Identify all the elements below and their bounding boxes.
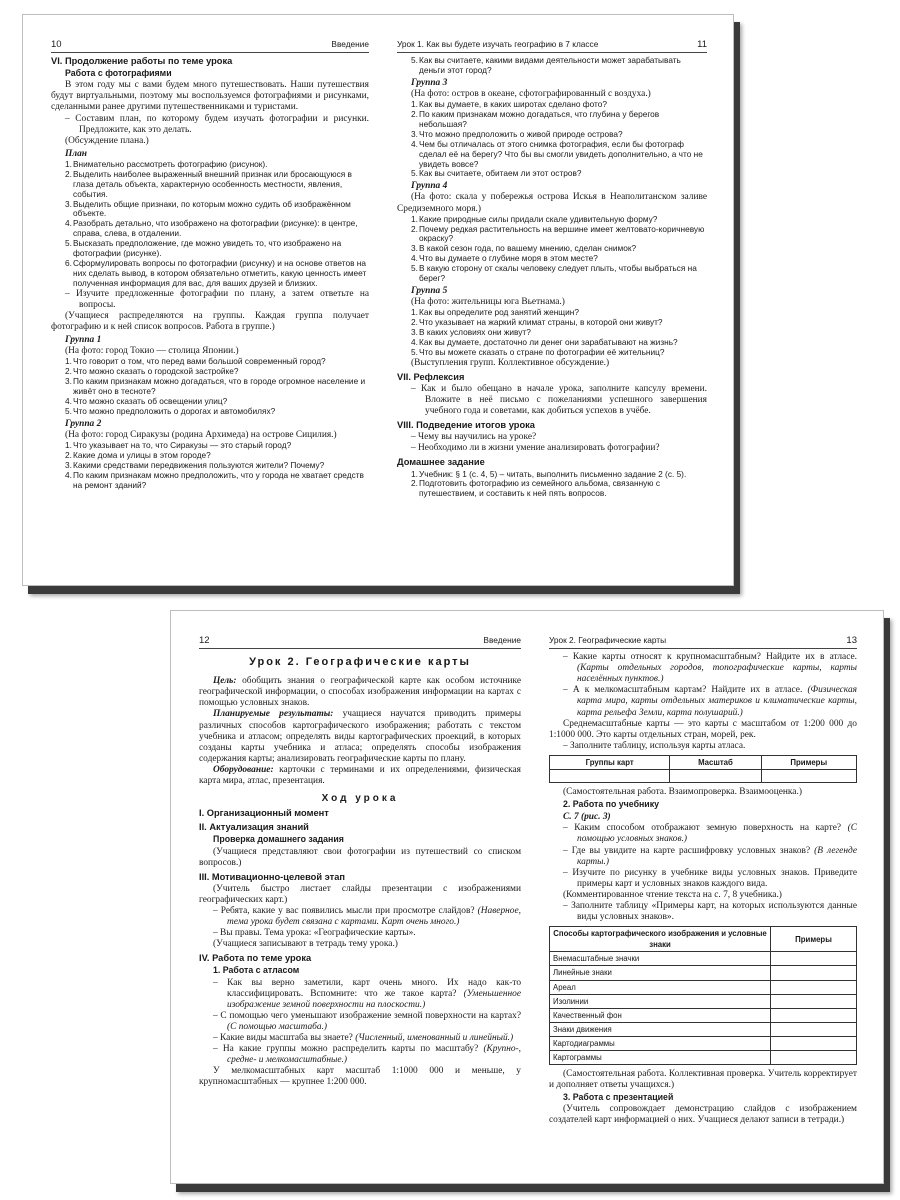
question-text: А к мелкомасштабным картам? Найдите их в атласе. <box>572 685 803 696</box>
table-cell <box>670 770 761 783</box>
list-item: 5. Высказать предположение, где можно увидеть то, что изображено на фотографии (рисунке). <box>51 239 369 259</box>
section-heading: VIII. Подведение итогов урока <box>397 420 535 431</box>
paragraph: (Учащиеся распределяются на группы. Каждая группа получает фотографию и к ней список вопросов. Работа в группе.) <box>51 310 369 332</box>
table-header: Способы картографического изображения и условные знаки <box>550 927 771 952</box>
page-header <box>51 39 369 53</box>
results-text: учащиеся научатся приводить примеры различных способов картографического изображения; работать с текстом учебника и атласом; определять виды картографических проекций, в которых созданы карты учебника и атласа; определять способы изображения содержания карты; анализировать географические карты по плану. <box>199 709 522 764</box>
table-cell <box>771 1051 857 1065</box>
table-row <box>550 980 857 994</box>
list-item: 4. Что вы думаете о глубине моря в этом месте? <box>397 254 707 264</box>
page-number: 10 <box>51 39 62 50</box>
course-title: Ход урока <box>321 793 399 805</box>
paragraph: (Самостоятельная работа. Взаимопроверка. Взаимооценка.) <box>563 787 802 798</box>
subsection-heading: 1. Работа с атласом <box>213 965 300 976</box>
running-head: Урок 1. Как вы будете изучать географию в 7 классе <box>397 39 599 49</box>
table-cell <box>771 1008 857 1022</box>
goal-label: Цель: <box>213 676 237 687</box>
dialogue-line <box>199 978 521 1011</box>
table-cell: Ареал <box>550 980 771 994</box>
table-cell <box>550 770 670 783</box>
list-item: 1. Какие природные силы придали скале удивительную форму? <box>397 215 707 225</box>
running-head: Урок 2. Географические карты <box>549 635 667 645</box>
answer-text: (Уменьшенное изображение земной поверхности на плоскости.) <box>227 988 521 1010</box>
dialogue-line: – Заполните таблицу, используя карты атласа. <box>549 741 857 752</box>
dialogue-line <box>549 846 857 868</box>
question-text: Какие виды масштаба вы знаете? <box>220 1033 353 1043</box>
dialogue-line: – Изучите предложенные фотографии по плану, а затем ответьте на вопросы. <box>51 289 369 311</box>
dialogue-line: – Изучите по рисунку в учебнике виды условных знаков. Приведите примеры карт и условных знаков каждого вида. <box>549 868 857 890</box>
section-heading: IV. Работа по теме урока <box>199 953 312 964</box>
list-item: 5. Как вы считаете, какими видами деятельности может зарабатывать деньги этот город? <box>397 56 707 76</box>
lesson-title: Урок 2. Географические карты <box>249 656 471 669</box>
page-13 <box>549 635 857 1183</box>
table-cell <box>771 994 857 1008</box>
question-list <box>397 308 707 358</box>
page-number: 12 <box>199 635 210 646</box>
table-row <box>550 1008 857 1022</box>
table-cell: Картодиаграммы <box>550 1036 771 1050</box>
paragraph: (Учащиеся представляют свои фотографии из путешествий со списком вопросов.) <box>199 846 521 868</box>
dialogue-line <box>199 1033 521 1044</box>
table-header: Масштаб <box>670 755 761 769</box>
table-cell <box>771 980 857 994</box>
table-cell: Качественный фон <box>550 1008 771 1022</box>
dialogue-line: – Составим план, по которому будем изучать фотографии и рисунки. Предложите, как это делать. <box>51 114 369 136</box>
book-spread-pages-12-13 <box>170 610 884 1184</box>
subsection-heading: 3. Работа с презентацией <box>563 1092 674 1103</box>
goal-paragraph <box>199 676 521 709</box>
table-cell <box>771 1022 857 1036</box>
list-item: 1. Как вы думаете, в каких широтах сделано фото? <box>397 100 707 110</box>
answer-text: (Карты отдельных городов, топографические карты, карты населённых пунктов.) <box>577 663 857 685</box>
dialogue-line: – Необходимо ли в жизни умение анализировать фотографии? <box>397 443 707 454</box>
subsection-heading: Работа с фотографиями <box>65 68 172 79</box>
list-item: 4. По каким признакам можно предположить, что у города не хватает средств на ремонт зданий? <box>51 471 369 491</box>
page-11 <box>397 39 707 585</box>
table-header: Группы карт <box>550 755 670 769</box>
table-header-row <box>550 927 857 952</box>
table-header: Примеры <box>761 755 856 769</box>
answer-text: (Наверное, тема урока будет связана с картами. Карт очень много.) <box>227 905 521 928</box>
results-label: Планируемые результаты: <box>213 709 334 720</box>
list-item: 1. Как вы определите род занятий женщин? <box>397 308 707 318</box>
question-text: Где вы увидите на карте расшифровку условных знаков? <box>571 845 811 856</box>
question-list <box>397 100 707 179</box>
group-label: Группа 1 <box>65 335 102 346</box>
running-head: Введение <box>331 39 369 49</box>
book-spread-pages-10-11 <box>22 14 734 586</box>
question-text: Ребята, какие у вас появились мысли при просмотре слайдов? <box>220 905 475 916</box>
paragraph: (Выступления групп. Коллективное обсуждение.) <box>411 357 610 368</box>
list-item: 3. Выделить общие признаки, по которым можно судить об изображённом объекте. <box>51 200 369 220</box>
list-item: 2. По каким признакам можно догадаться, что глубина у берегов небольшая? <box>397 110 707 130</box>
dialogue-line: – Заполните таблицу «Примеры карт, на которых используются данные виды условных знаков». <box>549 901 857 923</box>
list-item: 3. По каким признакам можно догадаться, что в городе огромное население и живёт оно в тесноте? <box>51 377 369 397</box>
table-cell <box>771 1036 857 1050</box>
page-number: 11 <box>697 39 707 50</box>
question-list <box>397 56 707 76</box>
page-10 <box>51 39 369 585</box>
list-item: 2. Какие дома и улицы в этом городе? <box>51 451 369 461</box>
list-item: 6. Сформулировать вопросы по фотографии (рисунку) и на основе ответов на них сделать вывод, в котором обязательно отметить, какую ценность имеет полученная информация для вас, для ваших друзей и близких. <box>51 259 369 289</box>
list-item: 2. Выделить наиболее выраженный внешний признак или бросающуюся в глаза деталь объекта, характерную особенность местности, явления, события. <box>51 170 369 200</box>
list-item: 2. Что можно сказать о городской застройке? <box>51 367 369 377</box>
list-item: 3. Что можно предположить о живой природе острова? <box>397 130 707 140</box>
table-cell: Линейные знаки <box>550 966 771 980</box>
dialogue-line <box>549 652 857 685</box>
answer-text: (В легенде карты.) <box>577 845 858 867</box>
group-label: Группа 5 <box>411 285 448 296</box>
page-12 <box>199 635 521 1183</box>
paragraph: (На фото: скала у побережья острова Искья в Неаполитанском заливе Средиземного моря.) <box>397 192 707 214</box>
paragraph: (На фото: остров в океане, сфотографированный с воздуха.) <box>411 89 651 99</box>
equipment-paragraph <box>199 765 521 787</box>
paragraph: (На фото: жительницы юга Вьетнама.) <box>411 297 565 308</box>
list-item: 1. Что указывает на то, что Сиракузы — это старый город? <box>51 441 369 451</box>
answer-text: (Численный, именованный и линейный.) <box>355 1033 514 1043</box>
plan-list <box>51 160 369 289</box>
page-header <box>549 635 857 649</box>
paragraph: (Самостоятельная работа. Коллективная проверка. Учитель корректирует и дополняет ответы учащихся.) <box>549 1069 857 1091</box>
list-item: 2. Подготовить фотографию из семейного альбома, связанную с путешествием, и составить к ней пять вопросов. <box>397 479 707 499</box>
equipment-text: карточки с терминами и их определениями, физическая карта мира, атлас, презентация. <box>199 764 521 787</box>
table-row <box>550 1051 857 1065</box>
list-item: 3. В какой сезон года, по вашему мнению, сделан снимок? <box>397 244 707 254</box>
dialogue-line: – Вы правы. Тема урока: «Географические карты». <box>199 928 521 939</box>
answer-text: (С помощью масштаба.) <box>227 1021 328 1032</box>
answer-text: (Крупно-, средне- и мелкомасштабные.) <box>227 1044 522 1066</box>
results-paragraph <box>199 709 521 764</box>
dialogue-line: – Как и было обещано в начале урока, заполните капсулу времени. Вложите в неё письмо с пожеланиями успешного завершения учебного года и советами, как добиться успехов в учёбе. <box>397 384 707 417</box>
equipment-label: Оборудование: <box>213 764 274 775</box>
list-item: 5. Что можно предположить о дорогах и автомобилях? <box>51 407 369 417</box>
symbols-table <box>549 926 857 1065</box>
table-cell: Изолинии <box>550 994 771 1008</box>
paragraph: (Учащиеся записывают в тетрадь тему урока.) <box>213 939 398 950</box>
paragraph: (На фото: город Токио — столица Японии.) <box>65 346 239 357</box>
subsection-heading: Проверка домашнего задания <box>213 834 344 845</box>
list-item: 5. Как вы считаете, обитаем ли этот остров? <box>397 169 707 179</box>
paragraph: Среднемасштабные карты — это карты с масштабом от 1:200 000 до 1:1000 000. Это карты отдельных стран, морей, рек. <box>549 718 857 740</box>
table-cell <box>771 952 857 966</box>
table-cell: Внемасштабные значки <box>550 952 771 966</box>
dialogue-line <box>199 1044 521 1066</box>
page-number: 13 <box>846 635 857 646</box>
section-heading: VI. Продолжение работы по теме урока <box>51 56 233 67</box>
question-text: Каким способом отображают земную поверхность на карте? <box>574 823 842 834</box>
section-heading: III. Мотивационно-целевой этап <box>199 871 346 882</box>
textbook-reference: С. 7 (рис. 3) <box>563 812 611 823</box>
answer-text: (С помощью условных знаков.) <box>577 823 858 845</box>
map-groups-table <box>549 755 857 783</box>
list-item: 5. Что вы можете сказать о стране по фотографии её жительниц? <box>397 348 707 358</box>
dialogue-line <box>199 1011 521 1033</box>
paragraph: (Обсуждение плана.) <box>65 135 149 146</box>
dialogue-line: – Чему вы научились на уроке? <box>397 432 707 443</box>
table-header: Примеры <box>771 927 857 952</box>
table-row <box>550 1036 857 1050</box>
question-text: Как вы верно заметили, карт очень много. Их надо как-то классифицировать. Вспомните: что же такое карта? <box>227 977 522 999</box>
list-item: 4. Что можно сказать об освещении улиц? <box>51 397 369 407</box>
answer-text: (Физическая карта мира, карты отдельных материков и климатические карты, карта рельефа Земли, карта полушарий.) <box>577 685 857 718</box>
list-item: 3. Какими средствами передвижения пользуются жители? Почему? <box>51 461 369 471</box>
paragraph: (Учитель сопровождает демонстрацию слайдов с изображением создателей карт информацией о них. Учащиеся делают записи в тетради.) <box>549 1104 857 1126</box>
table-cell: Картограммы <box>550 1051 771 1065</box>
table-row <box>550 952 857 966</box>
section-heading: VII. Рефлексия <box>397 371 465 382</box>
homework-list <box>397 470 707 500</box>
table-cell: Знаки движения <box>550 1022 771 1036</box>
question-list <box>397 215 707 284</box>
section-heading: I. Организационный момент <box>199 808 329 819</box>
page-header <box>199 635 521 649</box>
table-row <box>550 1022 857 1036</box>
table-cell <box>761 770 856 783</box>
list-item: 2. Почему редкая растительность на вершине имеет желтовато-коричневую окраску? <box>397 225 707 245</box>
goal-text: обобщить знания о географической карте как особом источнике географической информации, о способах изображения информации на картах с помощью условных знаков. <box>199 676 521 709</box>
paragraph: (Учитель быстро листает слайды презентации с изображениями географических карт.) <box>199 883 521 905</box>
running-head: Введение <box>483 635 521 645</box>
question-text: С помощью чего уменьшают изображение земной поверхности на картах? <box>220 1010 522 1021</box>
table-cell <box>771 966 857 980</box>
section-heading: II. Актуализация знаний <box>199 822 309 833</box>
list-item: 3. В каких условиях они живут? <box>397 328 707 338</box>
question-list <box>51 357 369 416</box>
plan-label: План <box>65 148 87 159</box>
table-row <box>550 770 857 783</box>
dialogue-line <box>199 906 521 928</box>
question-text: Какие карты относят к крупномасштабным? Найдите их в атласе. <box>572 652 858 663</box>
table-row <box>550 994 857 1008</box>
list-item: 2. Что указывает на жаркий климат страны, в которой они живут? <box>397 318 707 328</box>
group-label: Группа 4 <box>411 181 448 192</box>
list-item: 4. Разобрать детально, что изображено на фотографии (рисунке): в центре, справа, слева, в отдалении. <box>51 219 369 239</box>
dialogue-line <box>549 685 857 718</box>
subsection-heading: 2. Работа по учебнику <box>563 799 660 810</box>
group-label: Группа 2 <box>65 418 102 429</box>
list-item: 4. Чем бы отличалась от этого снимка фотография, если бы фотограф сделал её на берегу? Что бы вы смогли увидеть дополнительно, а что не увидеть вовсе? <box>397 140 707 170</box>
list-item: 1. Внимательно рассмотреть фотографию (рисунок). <box>51 160 369 170</box>
table-row <box>550 966 857 980</box>
paragraph: У мелкомасштабных карт масштаб 1:1000 000 и меньше, у крупномасштабных — крупнее 1:200 000. <box>199 1066 521 1088</box>
paragraph: (На фото: город Сиракузы (родина Архимеда) на острове Сицилия.) <box>65 429 337 440</box>
page-header <box>397 39 707 53</box>
question-text: На какие группы можно распределить карты по масштабу? <box>222 1044 479 1055</box>
question-list <box>51 441 369 491</box>
table-header-row <box>550 755 857 769</box>
dialogue-line <box>549 823 857 845</box>
group-label: Группа 3 <box>411 77 448 88</box>
list-item: 1. Учебник: § 1 (с. 4, 5) – читать, выполнить письменно задание 2 (с. 5). <box>397 470 707 480</box>
paragraph: (Комментированное чтение текста на с. 7, 8 учебника.) <box>563 889 782 900</box>
homework-heading: Домашнее задание <box>397 457 485 468</box>
list-item: 4. Как вы думаете, достаточно ли денег они зарабатывают на жизнь? <box>397 338 707 348</box>
paragraph: В этом году мы с вами будем много путешествовать. Наши путешествия будут виртуальными, поэтому мы воспользуемся фотографиями и рисунками, сделанными ранее другими путешественниками и туристами. <box>51 80 369 113</box>
list-item: 5. В какую сторону от скалы человеку следует плыть, чтобы выбраться на берег? <box>397 264 707 284</box>
list-item: 1. Что говорит о том, что перед вами большой современный город? <box>51 357 369 367</box>
